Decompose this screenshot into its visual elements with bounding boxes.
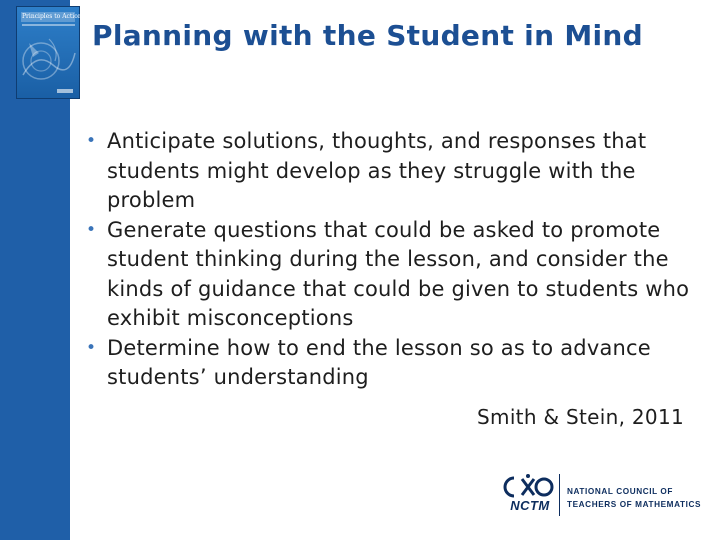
book-title: Principles to Actions [22,13,85,20]
book-art-icon [19,31,77,87]
nctm-full-name [567,485,707,511]
bullet-icon: • [86,219,97,240]
bullet-icon: • [86,131,97,151]
bullet-text: Generate questions that could be asked to promote student thinking during the lesson, and consider the kinds of guidance that could be given to students who exhibit misconceptions [107,217,690,330]
bullet-item [86,216,716,334]
logo-divider [559,474,560,516]
slide-title: Planning with the Student in Mind [92,19,643,52]
bullet-item [86,127,716,216]
bullet-text: Anticipate solutions, thoughts, and responses that students might develop as they struggle with the problem [107,129,647,212]
bullet-list [86,127,716,393]
nctm-name-line: TEACHERS OF MATHEMATICS [567,500,702,509]
nctm-name-line: NATIONAL COUNCIL OF [567,487,674,496]
book-subtitle-line [22,24,75,26]
nctm-abbrev: NCTM [510,498,550,513]
bullet-text: Determine how to end the lesson so as to advance students’ understanding [107,335,651,389]
citation: Smith & Stein, 2011 [477,405,684,429]
book-publisher-mark [57,89,73,93]
bullet-icon: • [86,337,97,358]
book-cover-image [16,6,85,99]
bullet-item [86,334,716,393]
nctm-logo [505,470,705,520]
